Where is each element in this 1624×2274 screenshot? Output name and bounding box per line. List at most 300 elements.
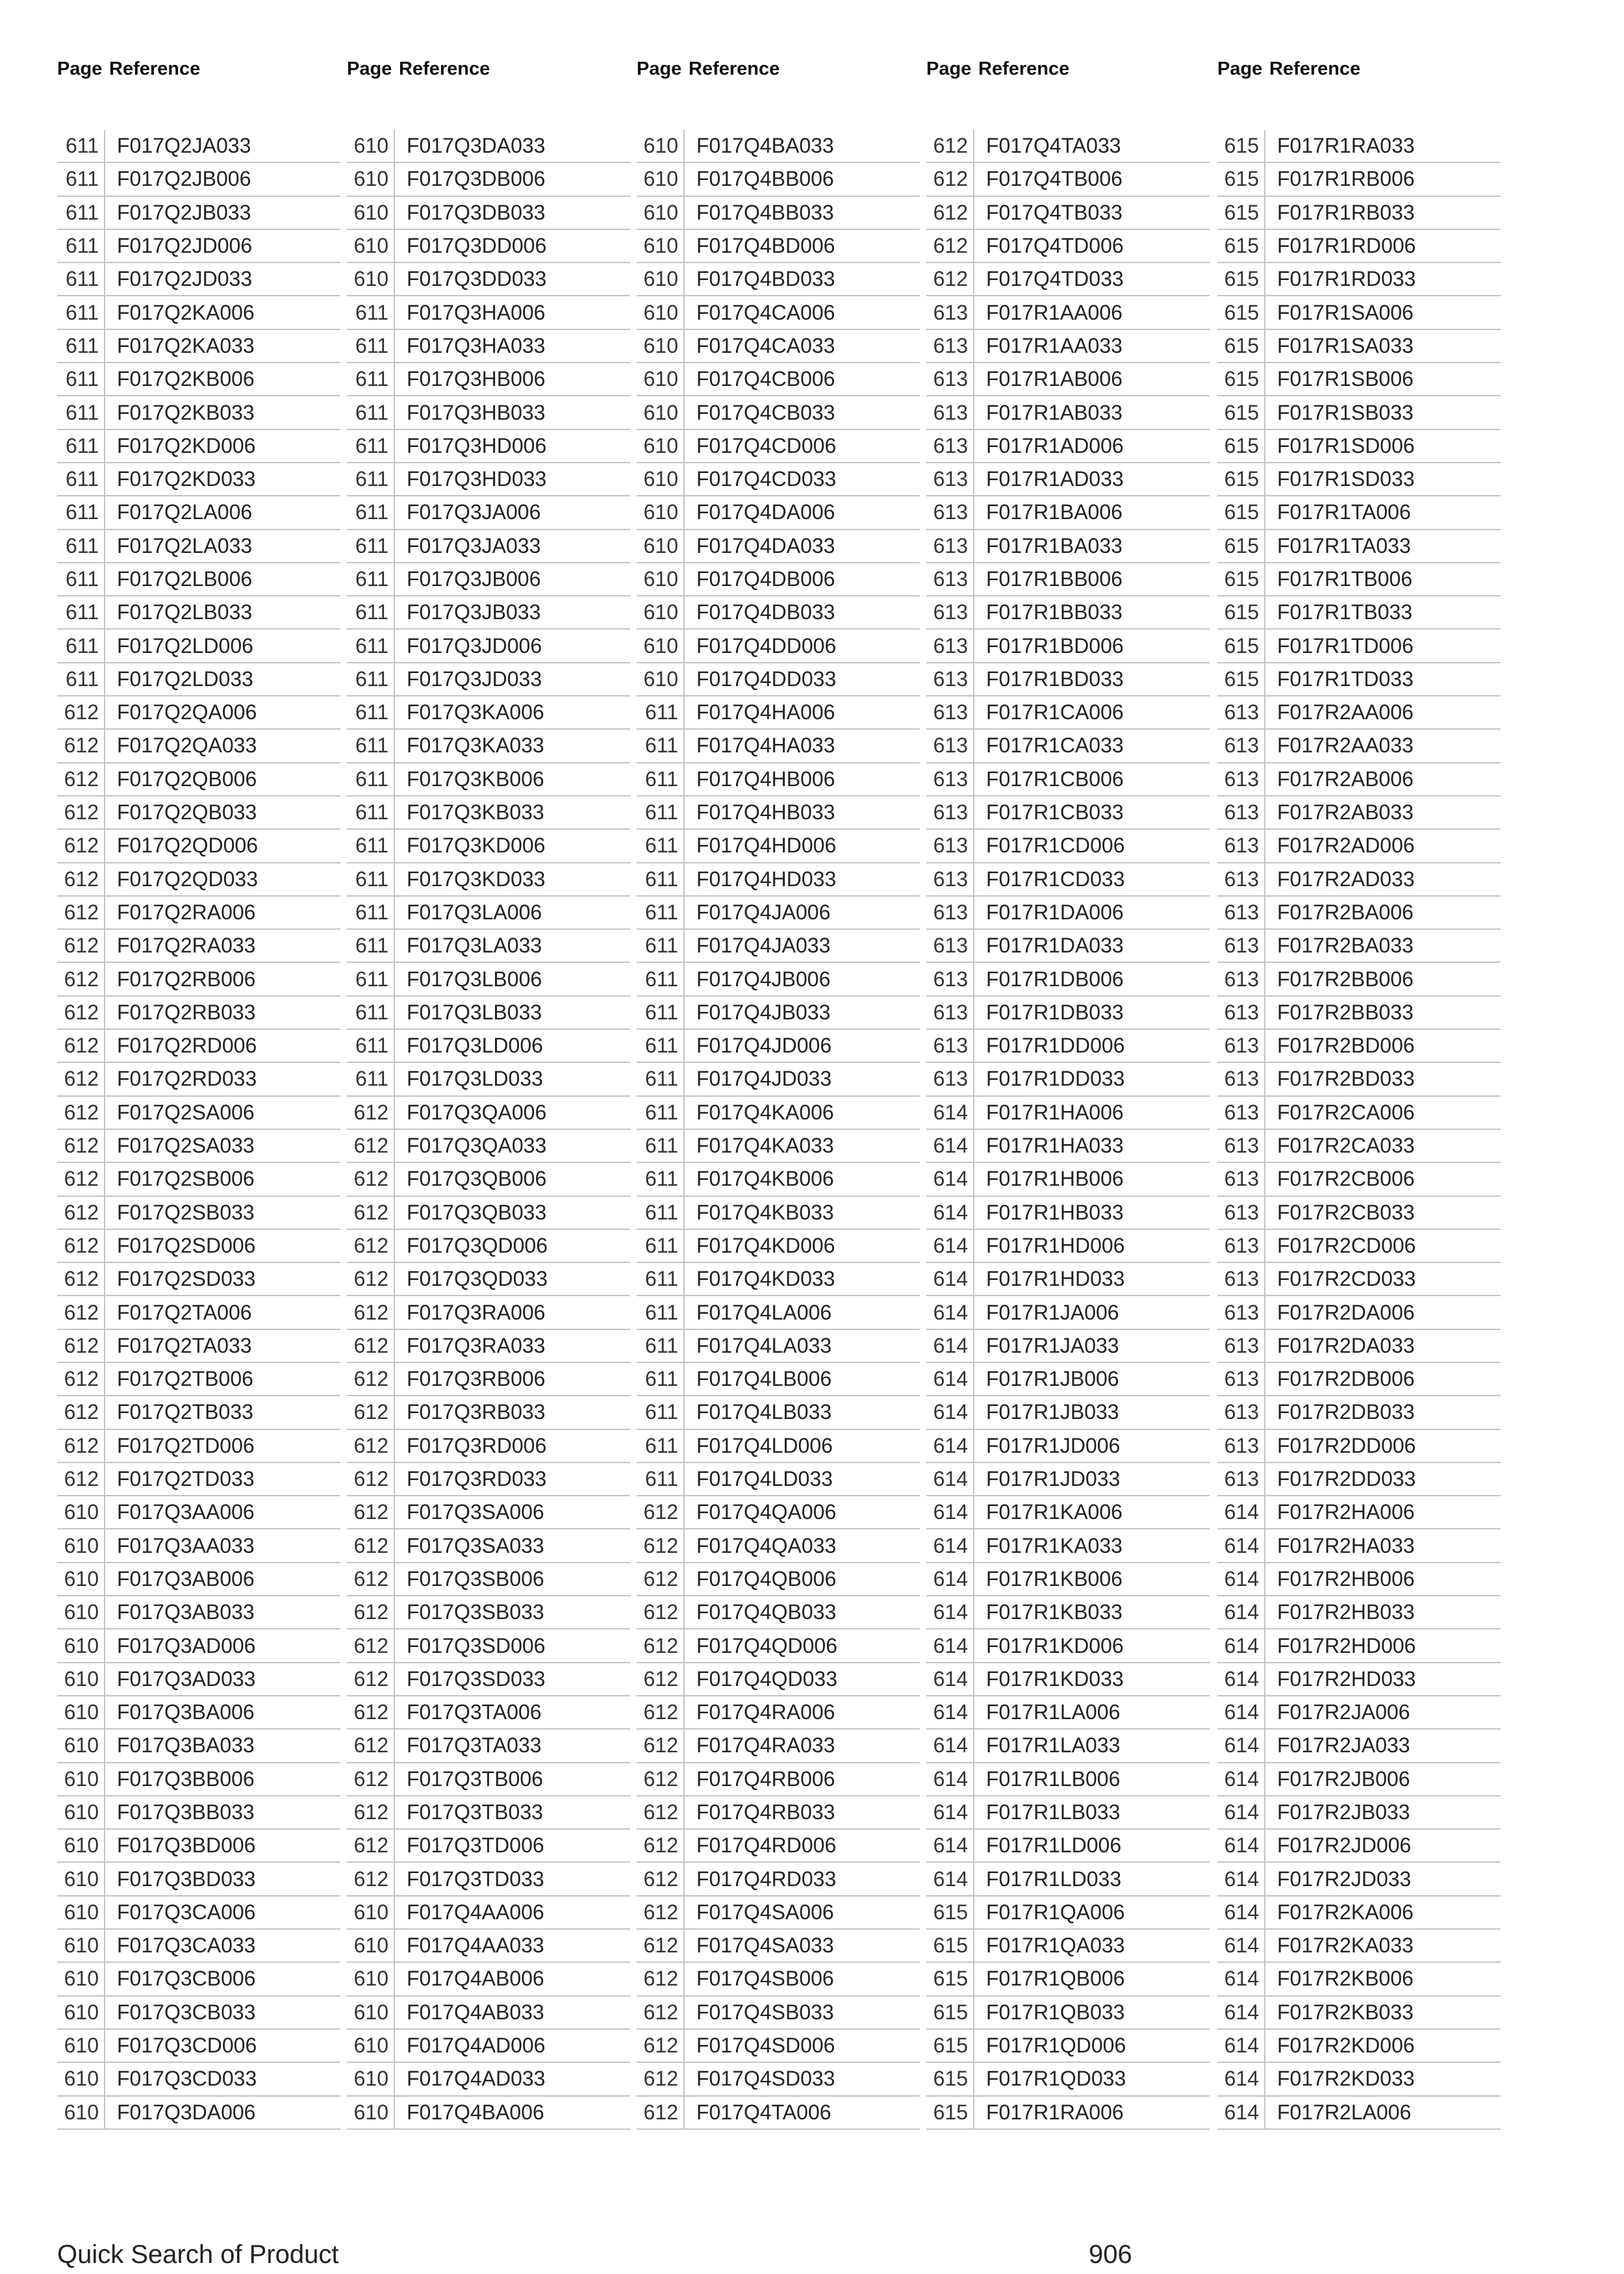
reference-code-cell: F017R1DB033	[986, 1000, 1124, 1024]
page-number-cell: 612	[57, 830, 105, 862]
page-number-cell: 614	[926, 1463, 974, 1495]
reference-code-cell: F017Q4SA006	[696, 1900, 834, 1924]
table-row	[1217, 363, 1501, 396]
page-number-cell: 611	[637, 1030, 685, 1062]
table-row	[637, 1897, 920, 1930]
page-number-cell: 615	[1217, 430, 1265, 462]
reference-code-cell: F017R1HB033	[986, 1200, 1124, 1224]
reference-code-cell: F017Q3DD033	[407, 267, 547, 291]
reference-code-cell: F017R2BB033	[1277, 1000, 1414, 1024]
table-row	[926, 1529, 1210, 1563]
page-number-cell: 610	[347, 1963, 395, 1995]
reference-code-cell: F017R1RA033	[1277, 134, 1415, 158]
reference-code-cell: F017Q4KA006	[696, 1100, 834, 1124]
reference-code-cell: F017Q4CA033	[696, 333, 835, 357]
reference-code-cell: F017Q4HD033	[696, 867, 837, 891]
reference-code-cell: F017Q4SD006	[696, 2034, 835, 2058]
table-row	[347, 1030, 630, 1063]
table-row	[637, 1330, 920, 1363]
table-row	[926, 563, 1210, 596]
table-row	[57, 863, 340, 897]
page-number-cell: 611	[347, 296, 395, 328]
table-row	[57, 1263, 340, 1296]
reference-code-cell: F017Q2KD006	[117, 433, 256, 457]
table-row	[637, 1163, 920, 1196]
page-number-cell: 614	[1217, 2063, 1265, 2095]
table-row	[1217, 130, 1501, 163]
table-row	[347, 296, 630, 329]
page-number-cell: 611	[637, 696, 685, 728]
reference-code-cell: F017Q4BB033	[696, 200, 834, 224]
reference-code-cell: F017Q3DD006	[407, 234, 547, 258]
table-row	[926, 730, 1210, 763]
reference-code-cell: F017Q3DA006	[117, 2100, 256, 2124]
page-number-cell: 611	[57, 330, 105, 362]
table-row	[637, 797, 920, 830]
page-number-cell: 612	[637, 1696, 685, 1728]
page-number-cell: 613	[1217, 1063, 1265, 1095]
reference-code-cell: F017Q4QD006	[696, 1633, 838, 1657]
reference-code-cell: F017Q2TB006	[117, 1367, 253, 1391]
reference-code-cell: F017Q3RA033	[407, 1333, 546, 1357]
page-number-cell: 615	[926, 1997, 974, 2028]
table-row	[926, 1163, 1210, 1196]
table-row	[637, 1696, 920, 1730]
table-row	[637, 830, 920, 863]
page-number-cell: 610	[347, 197, 395, 229]
reference-code-cell: F017Q4QA033	[696, 1533, 837, 1557]
reference-code-cell: F017Q3JD006	[407, 633, 542, 658]
table-row	[1217, 1897, 1501, 1930]
page-number-cell: 611	[57, 130, 105, 162]
table-row	[57, 1030, 340, 1063]
reference-code-cell: F017Q2LB006	[117, 567, 253, 591]
reference-code-cell: F017R1SB006	[1277, 367, 1414, 391]
page-number-cell: 613	[926, 997, 974, 1028]
page-number-cell: 612	[347, 1363, 395, 1395]
reference-header-label: Reference	[399, 58, 490, 79]
page-number-cell: 613	[926, 296, 974, 328]
table-row	[57, 1363, 340, 1396]
table-row	[347, 1763, 630, 1796]
reference-code-cell: F017R1BB033	[986, 600, 1123, 624]
page-number-cell: 611	[347, 1063, 395, 1095]
table-row	[637, 1097, 920, 1130]
page-number-cell: 612	[637, 2097, 685, 2128]
page-number-cell: 612	[57, 1030, 105, 1062]
reference-code-cell: F017R1RB006	[1277, 167, 1415, 191]
table-row	[1217, 1230, 1501, 1263]
reference-code-cell: F017Q4AB033	[407, 2000, 544, 2024]
table-row	[57, 1463, 340, 1496]
table-row	[57, 1163, 340, 1196]
reference-code-cell: F017R1HA033	[986, 1134, 1124, 1158]
table-row	[347, 1097, 630, 1130]
reference-code-cell: F017Q4AA006	[407, 1900, 544, 1924]
reference-code-cell: F017Q3BD033	[117, 1867, 256, 1891]
page-number-cell: 611	[637, 1097, 685, 1129]
page-number-cell: 612	[57, 997, 105, 1028]
table-row	[637, 1830, 920, 1863]
page-number-cell: 610	[57, 1496, 105, 1528]
table-row	[1217, 1396, 1501, 1429]
page-number-cell: 612	[57, 1130, 105, 1162]
table-row	[926, 1197, 1210, 1230]
reference-code-cell: F017Q3JA033	[407, 533, 541, 557]
page-number-cell: 613	[926, 663, 974, 695]
reference-code-cell: F017Q2JB006	[117, 167, 251, 191]
table-row	[637, 496, 920, 530]
table-row	[926, 2030, 1210, 2063]
page-number-cell: 615	[926, 2097, 974, 2128]
page-number-cell: 612	[637, 1730, 685, 1761]
table-row	[57, 1997, 340, 2030]
table-row	[347, 730, 630, 763]
page-number-cell: 611	[347, 396, 395, 428]
table-row	[57, 1596, 340, 1629]
reference-code-cell: F017Q4RB033	[696, 1800, 835, 1824]
reference-code-cell: F017Q2TD033	[117, 1467, 255, 1491]
page-number-cell: 611	[57, 296, 105, 328]
reference-code-cell: F017R2CA033	[1277, 1134, 1415, 1158]
table-row	[926, 230, 1210, 263]
reference-code-cell: F017Q4TB006	[986, 167, 1123, 191]
page-number-cell: 611	[57, 197, 105, 229]
page-number-cell: 611	[637, 863, 685, 895]
page-number-cell: 614	[926, 1330, 974, 1362]
index-column-4	[926, 56, 1210, 2130]
page-number-cell: 611	[57, 430, 105, 462]
table-row	[637, 1463, 920, 1496]
column-header	[57, 56, 340, 82]
page-number-cell: 613	[926, 630, 974, 661]
reference-code-cell: F017Q4JD006	[696, 1034, 832, 1058]
page-number-cell: 614	[1217, 1930, 1265, 1961]
table-row	[57, 296, 340, 329]
reference-code-cell: F017R1DD033	[986, 1067, 1125, 1091]
reference-code-cell: F017Q2LA033	[117, 533, 253, 557]
reference-code-cell: F017Q3CA006	[117, 1900, 256, 1924]
page-number-cell: 612	[637, 1629, 685, 1661]
table-row	[1217, 2097, 1501, 2130]
page-number-cell: 612	[57, 1097, 105, 1129]
reference-code-cell: F017Q3AB006	[117, 1566, 255, 1591]
page-number-cell: 612	[347, 1097, 395, 1129]
table-row	[57, 230, 340, 263]
table-row	[926, 1997, 1210, 2030]
page-number-cell: 612	[347, 1263, 395, 1295]
table-row	[1217, 1563, 1501, 1596]
table-row	[926, 663, 1210, 696]
table-row	[347, 997, 630, 1030]
reference-code-cell: F017R2CD033	[1277, 1267, 1416, 1291]
table-row	[347, 797, 630, 830]
page-number-cell: 612	[347, 1496, 395, 1528]
table-row	[347, 1463, 630, 1496]
table-row	[57, 630, 340, 663]
reference-code-cell: F017Q2TA033	[117, 1333, 252, 1357]
page-number-cell: 612	[637, 1496, 685, 1528]
page-number-cell: 612	[637, 1830, 685, 1861]
reference-code-cell: F017Q3CB006	[117, 1967, 256, 1991]
table-row	[1217, 1963, 1501, 1996]
reference-code-cell: F017Q3AA006	[117, 1500, 255, 1524]
reference-code-cell: F017Q4DB006	[696, 567, 835, 591]
table-row	[57, 1563, 340, 1596]
table-row	[347, 2097, 630, 2130]
table-row	[637, 1763, 920, 1796]
reference-code-cell: F017Q4AB006	[407, 1967, 544, 1991]
page-number-cell: 613	[1217, 1363, 1265, 1395]
page-number-cell: 610	[637, 430, 685, 462]
page-number-cell: 615	[1217, 630, 1265, 661]
table-row	[57, 997, 340, 1030]
reference-code-cell: F017R1QD033	[986, 2067, 1126, 2091]
reference-code-cell: F017Q2LB033	[117, 600, 253, 624]
table-row	[926, 930, 1210, 963]
page-number-cell: 613	[926, 430, 974, 462]
page-number-cell: 614	[1217, 1563, 1265, 1595]
reference-code-cell: F017Q4HA006	[696, 700, 835, 724]
page-number-cell: 611	[57, 396, 105, 428]
page-number-cell: 615	[926, 2063, 974, 2095]
table-row	[347, 363, 630, 396]
page-number-cell: 615	[926, 1897, 974, 1928]
reference-code-cell: F017Q3LD033	[407, 1067, 543, 1091]
page-number-cell: 613	[1217, 1396, 1265, 1428]
page-number-cell: 614	[926, 1763, 974, 1795]
reference-code-cell: F017R2HA006	[1277, 1500, 1415, 1524]
reference-code-cell: F017R2HB006	[1277, 1566, 1415, 1591]
table-row	[637, 263, 920, 296]
footer-title: Quick Search of Product	[57, 2240, 339, 2269]
reference-code-cell: F017R2HD006	[1277, 1633, 1416, 1657]
table-row	[1217, 430, 1501, 463]
reference-code-cell: F017R1LB006	[986, 1767, 1121, 1791]
reference-code-cell: F017R2CB033	[1277, 1200, 1415, 1224]
table-row	[347, 1596, 630, 1629]
page-number-cell: 610	[57, 1529, 105, 1561]
page-number-cell: 614	[926, 1230, 974, 1262]
page-number-cell: 615	[1217, 230, 1265, 262]
table-row	[926, 1763, 1210, 1796]
reference-code-cell: F017Q4QB006	[696, 1566, 837, 1591]
reference-code-cell: F017Q3AD006	[117, 1633, 256, 1657]
page-number-cell: 611	[637, 897, 685, 928]
table-row	[347, 197, 630, 230]
reference-code-cell: F017R2BB006	[1277, 967, 1414, 991]
page-number-cell: 611	[637, 1330, 685, 1362]
page-number-cell: 612	[57, 1263, 105, 1295]
reference-code-cell: F017Q3LB006	[407, 967, 542, 991]
table-row	[637, 1930, 920, 1963]
table-row	[347, 1830, 630, 1863]
page-number-cell: 611	[57, 363, 105, 395]
reference-code-cell: F017Q4TB033	[986, 200, 1123, 224]
reference-code-cell: F017R1SD033	[1277, 467, 1415, 491]
table-row	[1217, 1330, 1501, 1363]
reference-code-cell: F017Q3KD006	[407, 834, 546, 858]
page-number-cell: 612	[57, 763, 105, 795]
page-number-cell: 611	[57, 530, 105, 562]
page-number-cell: 614	[926, 1830, 974, 1861]
page-number-cell: 614	[926, 1863, 974, 1895]
reference-code-cell: F017R1KD006	[986, 1633, 1124, 1657]
table-row	[926, 763, 1210, 797]
page-number-cell: 615	[1217, 363, 1265, 395]
index-rows	[57, 130, 340, 2130]
page-number-cell: 612	[637, 1897, 685, 1928]
page-number-cell: 613	[1217, 1130, 1265, 1162]
page-number-cell: 612	[57, 1063, 105, 1095]
page-number-cell: 612	[347, 1563, 395, 1595]
table-row	[637, 530, 920, 563]
table-row	[347, 763, 630, 797]
table-row	[57, 1930, 340, 1963]
reference-code-cell: F017Q3QD033	[407, 1267, 548, 1291]
reference-code-cell: F017Q4DB033	[696, 600, 835, 624]
table-row	[1217, 1496, 1501, 1529]
page-number-cell: 612	[347, 1863, 395, 1895]
reference-code-cell: F017Q4QD033	[696, 1667, 838, 1691]
page-number-cell: 613	[1217, 1430, 1265, 1462]
reference-code-cell: F017Q4DD006	[696, 633, 837, 658]
page-number-cell: 611	[347, 496, 395, 528]
page-number-cell: 612	[926, 197, 974, 229]
table-row	[926, 1663, 1210, 1696]
reference-header-label: Reference	[1269, 58, 1361, 79]
reference-code-cell: F017R2BD006	[1277, 1034, 1415, 1058]
page-number-cell: 611	[57, 596, 105, 628]
page-number-cell: 612	[926, 163, 974, 195]
page-number-cell: 613	[1217, 963, 1265, 995]
page-number-cell: 613	[926, 330, 974, 362]
reference-code-cell: F017Q4LD033	[696, 1467, 833, 1491]
page-number-cell: 610	[57, 1897, 105, 1928]
table-row	[637, 1529, 920, 1563]
page-number-cell: 612	[57, 797, 105, 828]
table-row	[637, 1563, 920, 1596]
reference-code-cell: F017Q4LB006	[696, 1367, 832, 1391]
reference-code-cell: F017R1QB033	[986, 2000, 1125, 2024]
reference-code-cell: F017R1QB006	[986, 1967, 1125, 1991]
reference-code-cell: F017Q4SD033	[696, 2067, 835, 2091]
reference-code-cell: F017Q2SB006	[117, 1167, 255, 1191]
reference-code-cell: F017Q4CA006	[696, 300, 835, 324]
page-number-cell: 614	[926, 1596, 974, 1628]
reference-code-cell: F017R1TA033	[1277, 533, 1411, 557]
reference-code-cell: F017Q4BD033	[696, 267, 835, 291]
table-row	[637, 1263, 920, 1296]
page-number-cell: 611	[57, 496, 105, 528]
reference-code-cell: F017R1AB006	[986, 367, 1123, 391]
table-row	[347, 1897, 630, 1930]
page-number-cell: 613	[1217, 830, 1265, 862]
page-number-cell: 613	[1217, 1030, 1265, 1062]
page-number-cell: 612	[926, 263, 974, 295]
table-row	[347, 897, 630, 930]
table-row	[347, 530, 630, 563]
reference-code-cell: F017R1DA006	[986, 900, 1124, 924]
page-number-cell: 611	[637, 1063, 685, 1095]
page-number-cell: 610	[347, 2097, 395, 2128]
table-row	[57, 596, 340, 630]
table-row	[57, 263, 340, 296]
page-number-cell: 613	[1217, 797, 1265, 828]
reference-code-cell: F017R1LB033	[986, 1800, 1121, 1824]
table-row	[637, 997, 920, 1030]
table-row	[347, 1629, 630, 1663]
page-header-label: Page	[347, 58, 392, 79]
table-row	[57, 1730, 340, 1763]
reference-code-cell: F017Q3JA006	[407, 500, 541, 524]
page-number-cell: 612	[57, 1363, 105, 1395]
reference-code-cell: F017R2AB006	[1277, 767, 1414, 791]
reference-code-cell: F017Q3RB006	[407, 1367, 546, 1391]
table-row	[347, 1063, 630, 1096]
reference-code-cell: F017Q2RD006	[117, 1034, 257, 1058]
reference-code-cell: F017Q3QD006	[407, 1233, 548, 1257]
page-number-cell: 614	[926, 1163, 974, 1195]
table-row	[347, 496, 630, 530]
page-number-cell: 611	[347, 730, 395, 761]
page-number-cell: 612	[637, 1529, 685, 1561]
reference-code-cell: F017Q2TD006	[117, 1433, 255, 1457]
page-number-cell: 610	[57, 1796, 105, 1828]
page-number-cell: 614	[1217, 2030, 1265, 2062]
table-row	[926, 797, 1210, 830]
page-number-cell: 611	[347, 463, 395, 495]
page-number-cell: 613	[926, 930, 974, 962]
page-number-cell: 613	[1217, 763, 1265, 795]
table-row	[637, 1796, 920, 1830]
table-row	[637, 1629, 920, 1663]
reference-code-cell: F017Q4RD033	[696, 1867, 837, 1891]
page-number-cell: 612	[347, 1663, 395, 1695]
reference-code-cell: F017R1RD006	[1277, 234, 1416, 258]
reference-code-cell: F017Q4AD006	[407, 2034, 546, 2058]
reference-code-cell: F017Q4KA033	[696, 1134, 834, 1158]
reference-code-cell: F017R1BD006	[986, 633, 1124, 658]
reference-code-cell: F017R1AA006	[986, 300, 1123, 324]
table-row	[57, 530, 340, 563]
page-number-cell: 610	[637, 596, 685, 628]
page-number-cell: 612	[347, 1130, 395, 1162]
page-number-cell: 610	[57, 1930, 105, 1961]
table-row	[926, 1396, 1210, 1429]
index-column-5	[1217, 56, 1501, 2130]
reference-code-cell: F017Q3AA033	[117, 1533, 255, 1557]
reference-code-cell: F017R1BA006	[986, 500, 1123, 524]
table-row	[347, 163, 630, 196]
reference-code-cell: F017Q3HB006	[407, 367, 546, 391]
table-row	[637, 1430, 920, 1463]
reference-code-cell: F017R1JB033	[986, 1400, 1119, 1424]
page-number-cell: 610	[637, 530, 685, 562]
reference-code-cell: F017Q4CB006	[696, 367, 835, 391]
table-row	[57, 763, 340, 797]
page-number-cell: 615	[1217, 530, 1265, 562]
table-row	[57, 1629, 340, 1663]
page-number-cell: 612	[57, 1463, 105, 1495]
page-number-cell: 612	[347, 1330, 395, 1362]
table-row	[637, 1396, 920, 1429]
table-row	[926, 2097, 1210, 2130]
page-number-cell: 612	[347, 1163, 395, 1195]
table-row	[1217, 1830, 1501, 1863]
reference-code-cell: F017Q2LA006	[117, 500, 253, 524]
page-number-cell: 611	[347, 596, 395, 628]
